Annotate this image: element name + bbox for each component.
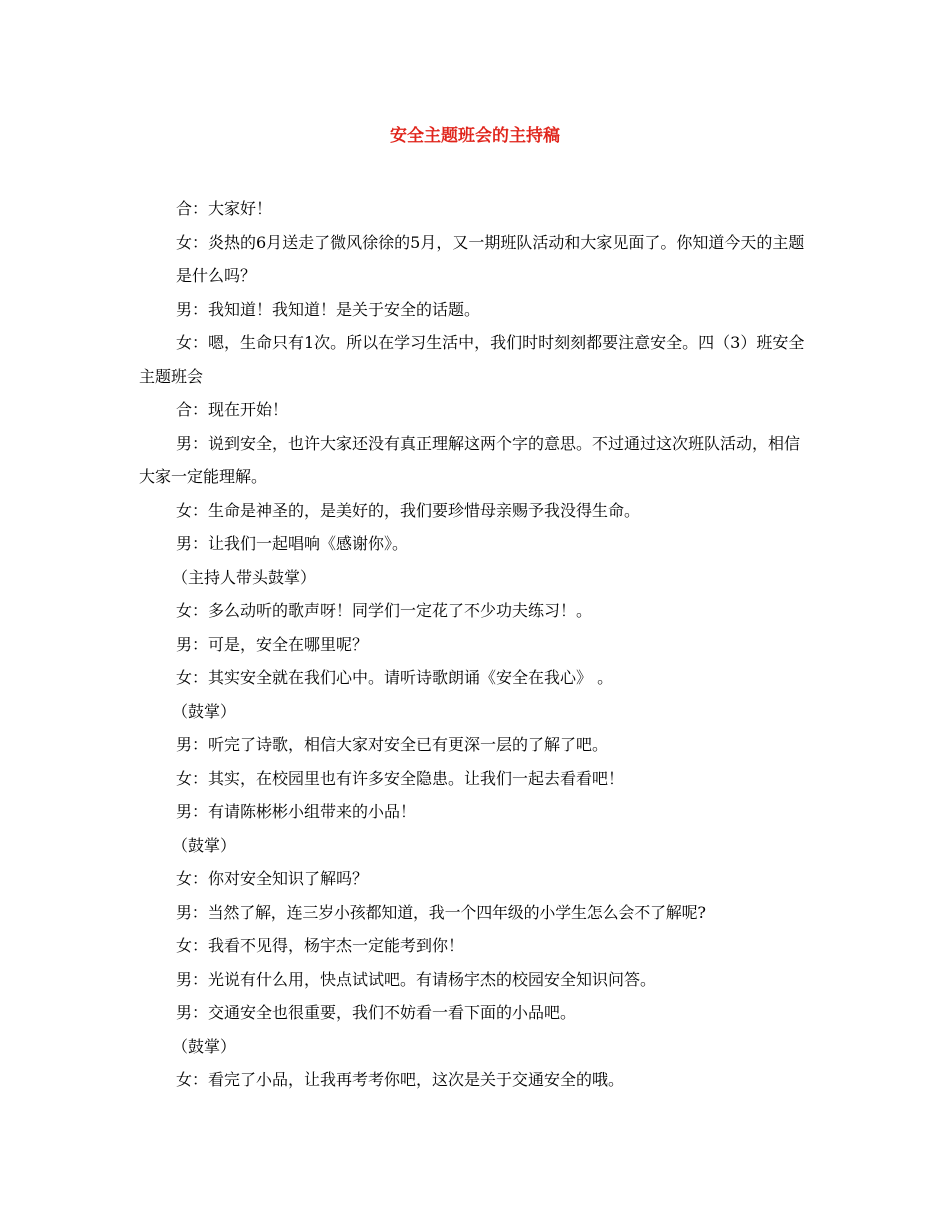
paragraph: 女：生命是神圣的，是美好的，我们要珍惜母亲赐予我没得生命。 — [176, 500, 641, 520]
paragraph: 女：看完了小品，让我再考考你吧，这次是关于交通安全的哦。 — [176, 1070, 625, 1089]
paragraph: 男：说到安全，也许大家还没有真正理解这两个字的意思。不过通过这次班队活动，相信大家一定能理解。 — [139, 433, 801, 486]
stage-direction: （鼓掌） — [172, 701, 237, 721]
stage-direction: （主持人带头鼓掌） — [172, 567, 317, 587]
paragraph: 女：我看不见得，杨宇杰一定能考到你！ — [176, 936, 465, 955]
paragraph: 女：其实，在校园里也有许多安全隐患。让我们一起去看看吧！ — [176, 768, 625, 788]
paragraph: 合：现在开始！ — [176, 400, 289, 419]
paragraph: 女：炎热的6月送走了微风徐徐的5月，又一期班队活动和大家见面了。你知道今天的主题是什么吗？ — [176, 232, 805, 285]
paragraph: 男：我知道！我知道！是关于安全的话题。 — [176, 299, 481, 319]
stage-direction: （鼓掌） — [172, 1036, 237, 1056]
paragraph: 男：光说有什么用，快点试试吧。有请杨宇杰的校园安全知识问答。 — [176, 969, 657, 989]
paragraph: 男：有请陈彬彬小组带来的小品！ — [176, 802, 417, 821]
paragraph: 合：大家好！ — [176, 199, 273, 218]
paragraph: 男：当然了解，连三岁小孩都知道，我一个四年级的小学生怎么会不了解呢? — [176, 902, 706, 922]
paragraph: 男：听完了诗歌，相信大家对安全已有更深一层的了解了吧。 — [176, 735, 609, 754]
paragraph: 男：可是，安全在哪里呢？ — [176, 634, 369, 654]
paragraph: 男：让我们一起唱响《感谢你》。 — [176, 534, 409, 553]
document-body — [139, 192, 815, 1097]
document-title: 安全主题班会的主持稿 — [390, 126, 560, 146]
stage-direction: （鼓掌） — [172, 835, 237, 855]
paragraph: 女：你对安全知识了解吗？ — [176, 869, 369, 888]
paragraph: 女：多么动听的歌声呀！同学们一定花了不少功夫练习！。 — [176, 601, 593, 620]
paragraph: 女：其实安全就在我们心中。请听诗歌朗诵《安全在我心》 。 — [176, 668, 614, 687]
paragraph: 女：嗯，生命只有1次。所以在学习生活中，我们时时刻刻都要注意安全。四（3）班安全主题班会 — [139, 333, 805, 386]
paragraph: 男：交通安全也很重要，我们不妨看一看下面的小品吧。 — [176, 1003, 577, 1022]
